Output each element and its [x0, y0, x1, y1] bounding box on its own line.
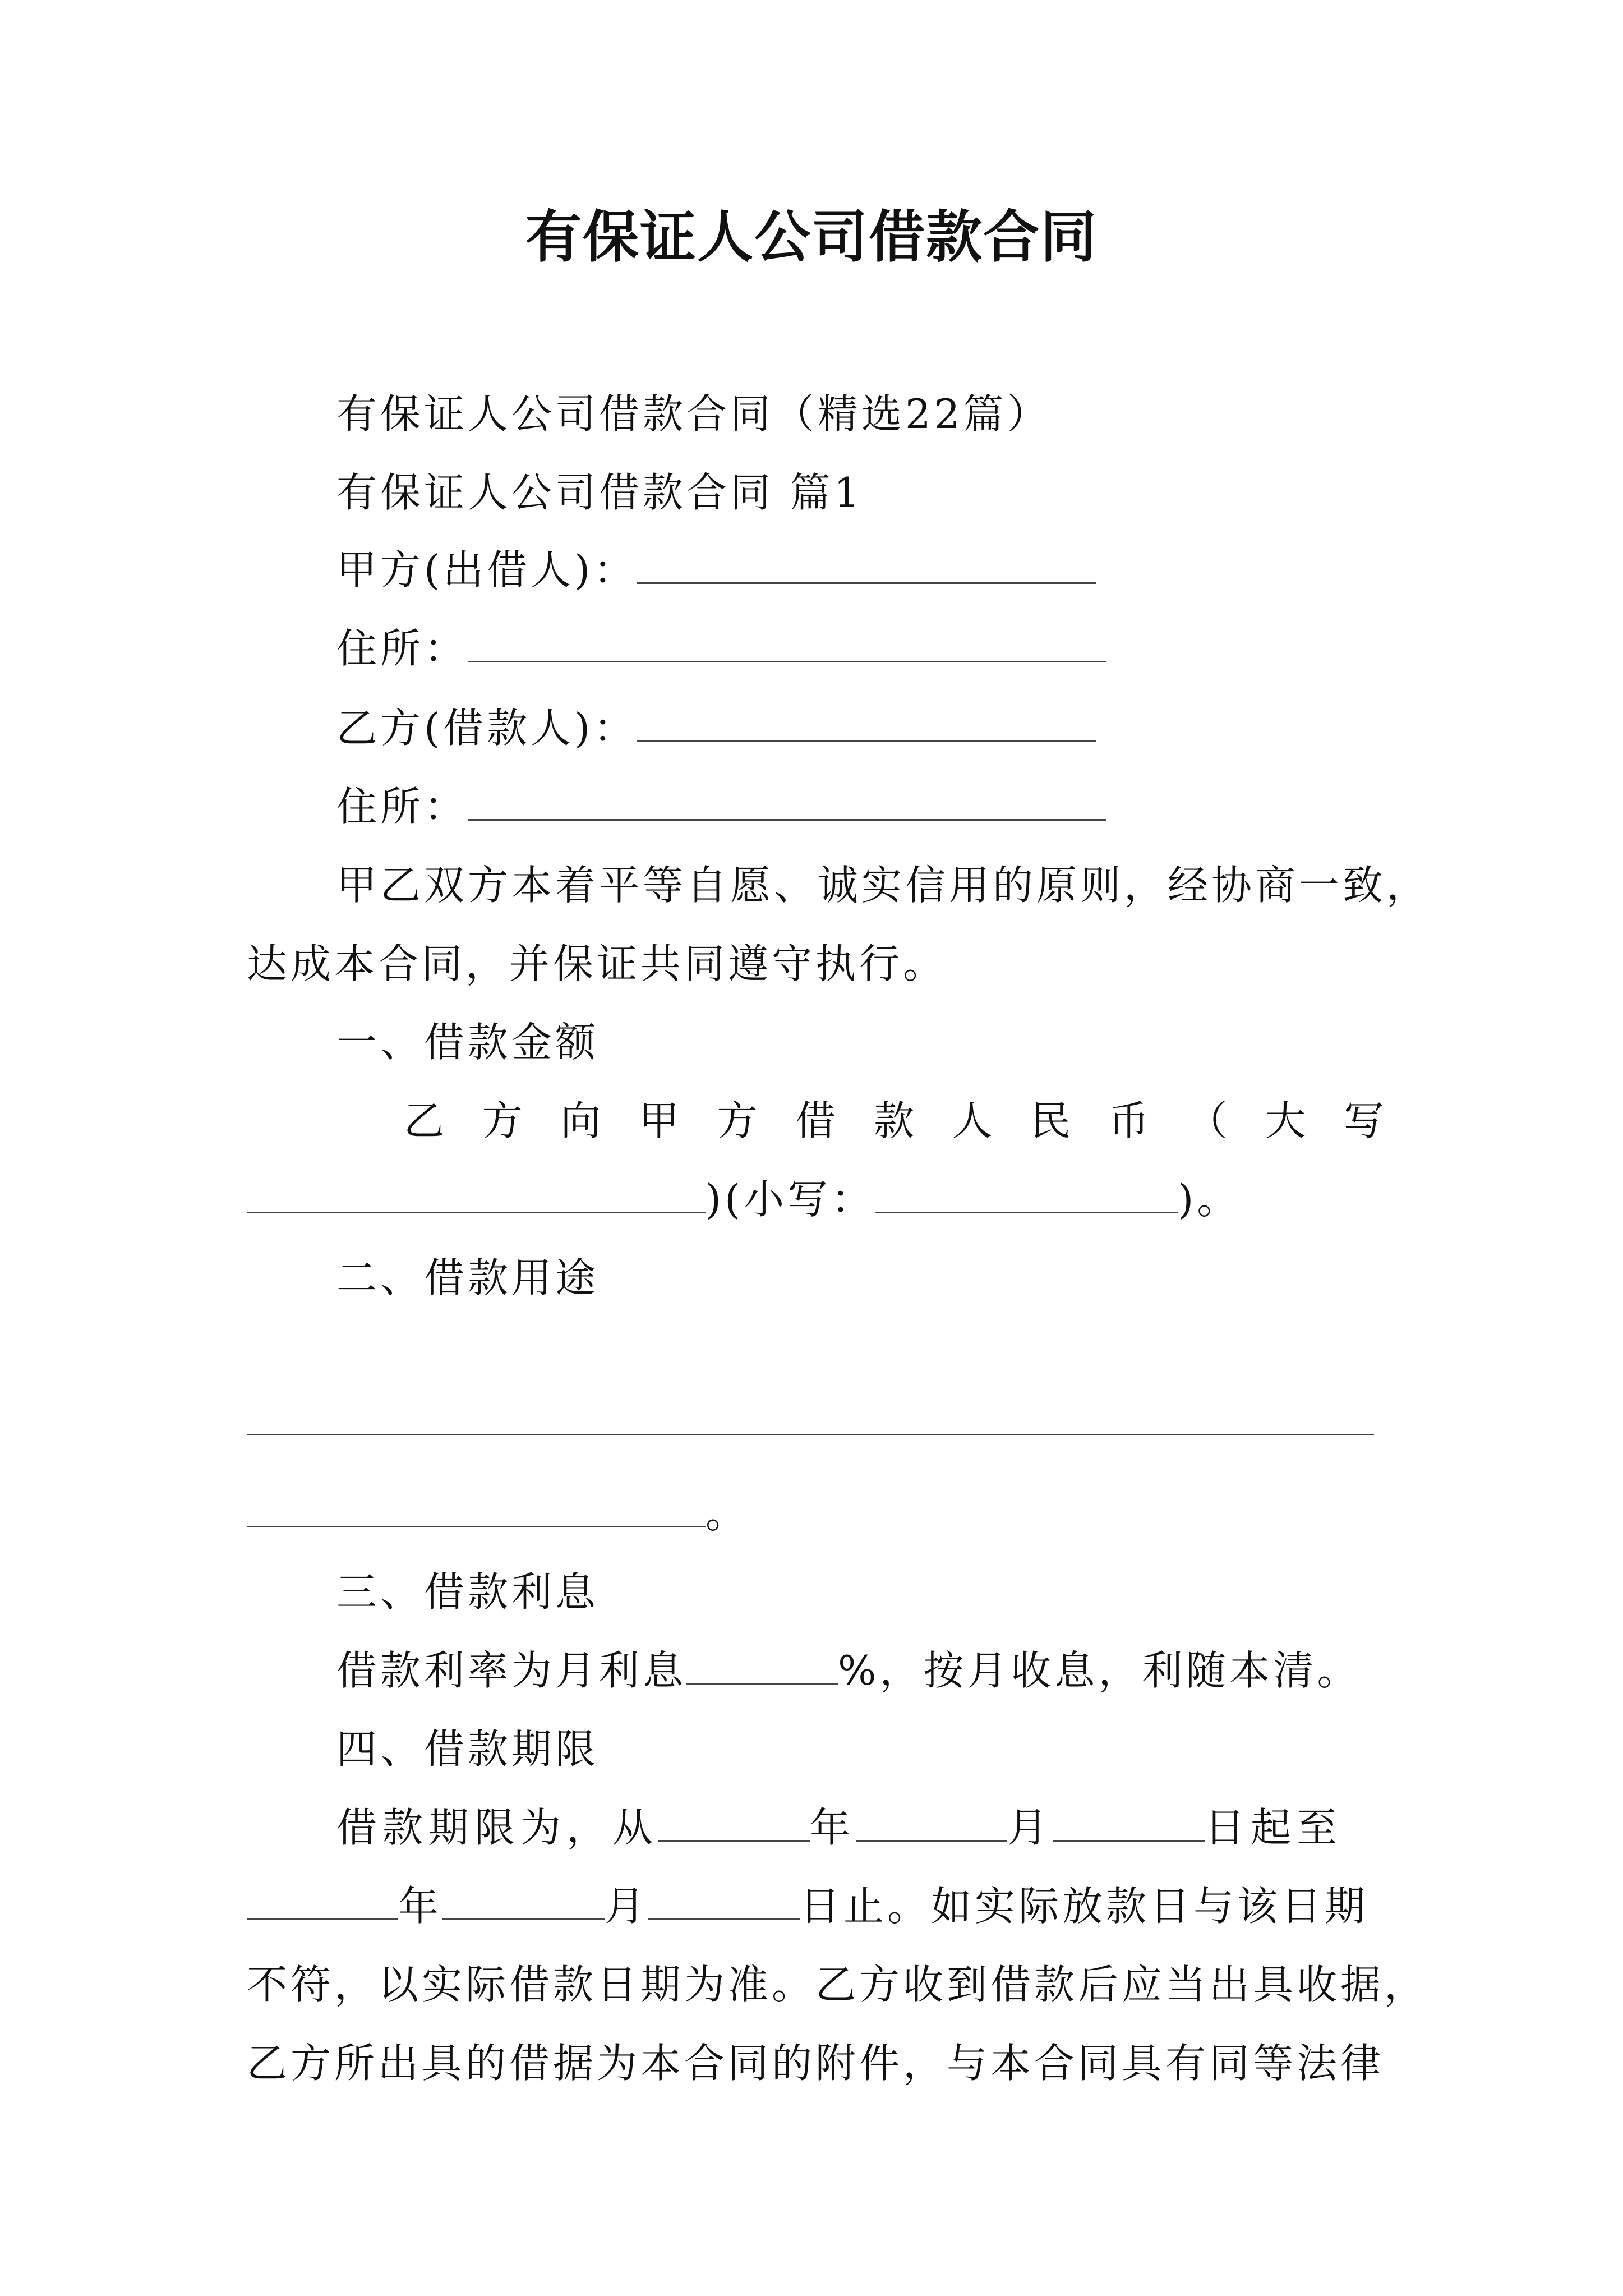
section1-char: 写 — [1343, 1097, 1387, 1144]
year-label: 年 — [398, 1883, 442, 1930]
party-a-label: 甲方(出借人)： — [336, 546, 638, 593]
section1-char: 借 — [795, 1097, 840, 1144]
address-a-label: 住所： — [336, 625, 468, 672]
month-label: 月 — [605, 1883, 649, 1930]
document-title: 有保证人公司借款合同 — [525, 204, 1098, 270]
interest-prefix: 借款利率为月利息 — [336, 1647, 687, 1694]
address-a-row — [336, 620, 1387, 677]
amount-end: )。 — [1178, 1176, 1241, 1223]
end-day-blank — [648, 1879, 800, 1920]
year-label: 年 — [810, 1804, 856, 1851]
section1-char: 乙 — [404, 1097, 448, 1144]
start-year-blank — [658, 1801, 810, 1842]
day-end-label: 日止。如实际放款日与该日期 — [800, 1883, 1369, 1930]
section1-char: 向 — [560, 1097, 605, 1144]
section1-heading: 一、借款金额 — [336, 1019, 600, 1066]
month-label: 月 — [1007, 1804, 1054, 1851]
preamble-line-1: 甲乙双方本着平等自愿、诚实信用的原则，经协商一致， — [336, 862, 1431, 909]
party-b-blank — [637, 701, 1096, 742]
section2-heading: 二、借款用途 — [336, 1254, 600, 1301]
section1-char: 币 — [1108, 1097, 1152, 1144]
section1-char: 大 — [1265, 1097, 1310, 1144]
section1-char: 民 — [1030, 1097, 1075, 1144]
section4-heading: 四、借款期限 — [336, 1726, 600, 1773]
term-line-4: 乙方所出具的借据为本合同的附件，与本合同具有同等法律 — [247, 2040, 1385, 2087]
purpose-line-2 — [247, 1485, 1387, 1542]
preamble-line-2: 达成本合同，并保证共同遵守执行。 — [247, 940, 947, 987]
section1-line2 — [247, 1171, 1387, 1227]
end-year-blank — [247, 1879, 398, 1920]
purpose-end: 。 — [706, 1490, 750, 1537]
section1-char: （ — [1187, 1097, 1231, 1144]
address-b-label: 住所： — [336, 783, 468, 830]
end-month-blank — [442, 1879, 605, 1920]
section1-line1 — [404, 1093, 1387, 1149]
party-b-label: 乙方(借款人)： — [336, 705, 638, 752]
section1-char: 款 — [873, 1097, 917, 1144]
party-a-row — [336, 542, 1387, 598]
address-b-row — [336, 779, 1387, 835]
term-line-1 — [336, 1800, 1387, 1856]
document-subtitle: 有保证人公司借款合同（精选22篇） — [336, 390, 1051, 438]
party-b-row — [336, 700, 1387, 756]
address-a-blank — [468, 622, 1106, 662]
interest-row — [336, 1642, 1387, 1699]
address-b-blank — [468, 780, 1106, 821]
amount-upper-blank — [247, 1172, 706, 1213]
section1-char: 甲 — [638, 1097, 683, 1144]
party-a-blank — [637, 543, 1096, 584]
interest-rate-blank — [686, 1644, 838, 1685]
start-day-blank — [1053, 1801, 1205, 1842]
term-line-3: 不符，以实际借款日期为准。乙方收到借款后应当出具收据， — [247, 1961, 1428, 2008]
start-month-blank — [856, 1801, 1007, 1842]
section1-char: 人 — [952, 1097, 996, 1144]
purpose-blank-line — [247, 1434, 1374, 1435]
section3-heading: 三、借款利息 — [336, 1568, 600, 1616]
section1-char: 方 — [717, 1097, 761, 1144]
term-prefix: 借款期限为，从 — [336, 1804, 659, 1851]
amount-lower-label: )(小写： — [706, 1176, 875, 1223]
article-heading: 有保证人公司借款合同 篇1 — [336, 469, 863, 516]
purpose-blank — [247, 1487, 706, 1527]
interest-suffix: %，按月收息，利随本清。 — [838, 1647, 1361, 1694]
day-start-label: 日起至 — [1205, 1804, 1343, 1851]
amount-lower-blank — [875, 1172, 1178, 1213]
term-line-2 — [247, 1878, 1387, 1934]
section1-char: 方 — [482, 1097, 526, 1144]
